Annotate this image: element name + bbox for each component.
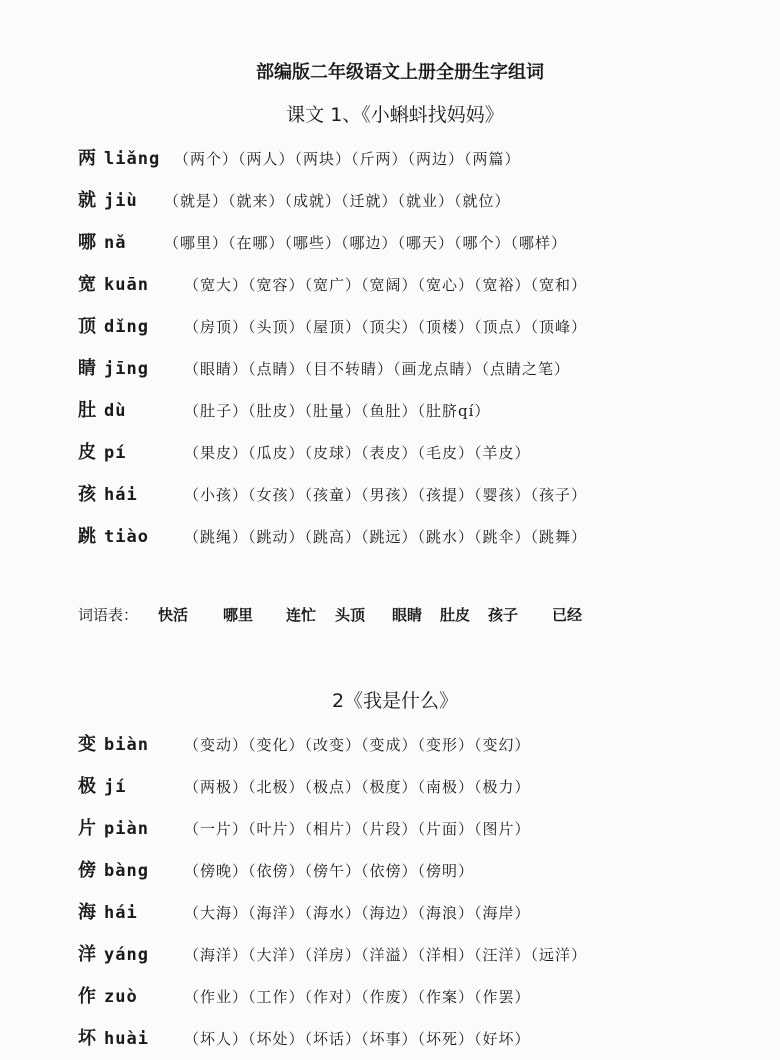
entry-row xyxy=(78,892,531,934)
entry-char: 极 xyxy=(78,776,96,797)
entry-row xyxy=(78,306,588,348)
entry-words: （大海）（海洋）（海水）（海边）（海浪）（海岸） xyxy=(184,904,531,922)
vocab-word: 眼睛 xyxy=(392,606,423,624)
entry-char: 傍 xyxy=(78,860,96,881)
entry-char: 孩 xyxy=(78,484,96,505)
lesson2-entries xyxy=(78,724,588,1060)
entry-row xyxy=(78,934,588,976)
entry-char: 海 xyxy=(78,902,96,923)
entry-pinyin: kuān xyxy=(104,275,149,295)
entry-pinyin: liǎng xyxy=(104,149,161,169)
entry-row xyxy=(78,976,531,1018)
entry-char: 跳 xyxy=(78,526,96,547)
entry-row xyxy=(78,808,531,850)
vocab-word: 快活 xyxy=(158,606,189,624)
entry-words: （哪里）（在哪）（哪些）（哪边）（哪天）（哪个）（哪样） xyxy=(164,234,568,252)
document-title: 部编版二年级语文上册全册生字组词 xyxy=(256,62,544,83)
entry-row xyxy=(78,138,521,180)
entry-char: 皮 xyxy=(78,442,96,463)
lesson2-title: 2《我是什么》 xyxy=(331,690,459,712)
entry-char: 作 xyxy=(78,986,96,1007)
entry-row xyxy=(78,390,491,432)
entry-char: 就 xyxy=(78,190,96,211)
vocab-word: 孩子 xyxy=(488,606,519,624)
entry-pinyin: hái xyxy=(104,485,138,505)
entry-words: （眼睛）（点睛）（目不转睛）（画龙点睛）（点睛之笔） xyxy=(184,360,571,378)
entry-row xyxy=(78,264,588,306)
entry-pinyin: bàng xyxy=(104,861,149,881)
entry-words: （两极）（北极）（极点）（极度）（南极）（极力） xyxy=(184,778,531,796)
entry-char: 宽 xyxy=(78,274,96,295)
entry-row xyxy=(78,348,571,390)
entry-words: （果皮）（瓜皮）（皮球）（表皮）（毛皮）（羊皮） xyxy=(184,444,531,462)
entry-pinyin: jīng xyxy=(104,359,149,379)
vocab-label: 词语表： xyxy=(78,606,139,624)
entry-words: （小孩）（女孩）（孩童）（男孩）（孩提）（婴孩）（孩子） xyxy=(184,486,588,504)
vocab-word: 已经 xyxy=(552,606,583,624)
entry-words: （跳绳）（跳动）（跳高）（跳远）（跳水）（跳伞）（跳舞） xyxy=(184,528,588,546)
entry-pinyin: pí xyxy=(104,443,127,463)
entry-pinyin: zuò xyxy=(104,987,138,1007)
entry-row xyxy=(78,516,588,558)
entry-char: 片 xyxy=(78,818,96,839)
entry-words: （两个）（两人）（两块）（斤两）（两边）（两篇） xyxy=(174,150,521,168)
entry-pinyin: dǐng xyxy=(104,317,149,337)
entry-row xyxy=(78,766,531,808)
entry-words: （一片）（叶片）（相片）（片段）（片面）（图片） xyxy=(184,820,531,838)
entry-pinyin: yáng xyxy=(104,945,149,965)
entry-pinyin: huài xyxy=(104,1029,149,1049)
entry-pinyin: nǎ xyxy=(104,233,127,253)
entry-pinyin: piàn xyxy=(104,819,149,839)
entry-char: 坏 xyxy=(78,1028,96,1049)
entry-row xyxy=(78,724,531,766)
entry-words: （就是）（就来）（成就）（迁就）（就业）（就位） xyxy=(164,192,511,210)
entry-row xyxy=(78,222,568,264)
entry-char: 变 xyxy=(78,734,96,755)
entry-pinyin: tiào xyxy=(104,527,149,547)
vocab-word: 肚皮 xyxy=(440,606,471,624)
entry-pinyin: hái xyxy=(104,903,138,923)
lesson1-title: 课文 1、《小蝌蚪找妈妈》 xyxy=(286,104,504,126)
entry-pinyin: jí xyxy=(104,777,127,797)
lesson1-entries xyxy=(78,138,588,558)
entry-words: （坏人）（坏处）（坏话）（坏事）（坏死）（好坏） xyxy=(184,1030,531,1048)
entry-words: （房顶）（头顶）（屋顶）（顶尖）（顶楼）（顶点）（顶峰） xyxy=(184,318,588,336)
entry-pinyin: biàn xyxy=(104,735,149,755)
entry-row xyxy=(78,850,475,892)
entry-pinyin: dù xyxy=(104,401,127,421)
entry-char: 顶 xyxy=(78,316,96,337)
entry-words: （海洋）（大洋）（洋房）（洋溢）（洋相）（汪洋）（远洋） xyxy=(184,946,588,964)
entry-row xyxy=(78,432,531,474)
entry-words: （作业）（工作）（作对）（作废）（作案）（作罢） xyxy=(184,988,531,1006)
entry-words: （宽大）（宽容）（宽广）（宽阔）（宽心）（宽裕）（宽和） xyxy=(184,276,588,294)
entry-char: 肚 xyxy=(78,400,96,421)
entry-char: 两 xyxy=(78,148,96,169)
entry-words: （变动）（变化）（改变）（变成）（变形）（变幻） xyxy=(184,736,531,754)
entry-row xyxy=(78,474,588,516)
entry-pinyin: jiù xyxy=(104,191,138,211)
entry-char: 洋 xyxy=(78,944,96,965)
vocab-word: 哪里 xyxy=(223,606,254,624)
vocab-word: 头顶 xyxy=(335,606,366,624)
entry-words: （肚子）（肚皮）（肚量）（鱼肚）（肚脐qí） xyxy=(184,402,491,420)
entry-row xyxy=(78,1018,531,1060)
entry-char: 睛 xyxy=(78,358,96,379)
entry-words: （傍晚）（依傍）（傍午）（依傍）（傍明） xyxy=(184,862,475,880)
entry-char: 哪 xyxy=(78,232,96,253)
entry-row xyxy=(78,180,511,222)
vocab-word: 连忙 xyxy=(286,606,317,624)
